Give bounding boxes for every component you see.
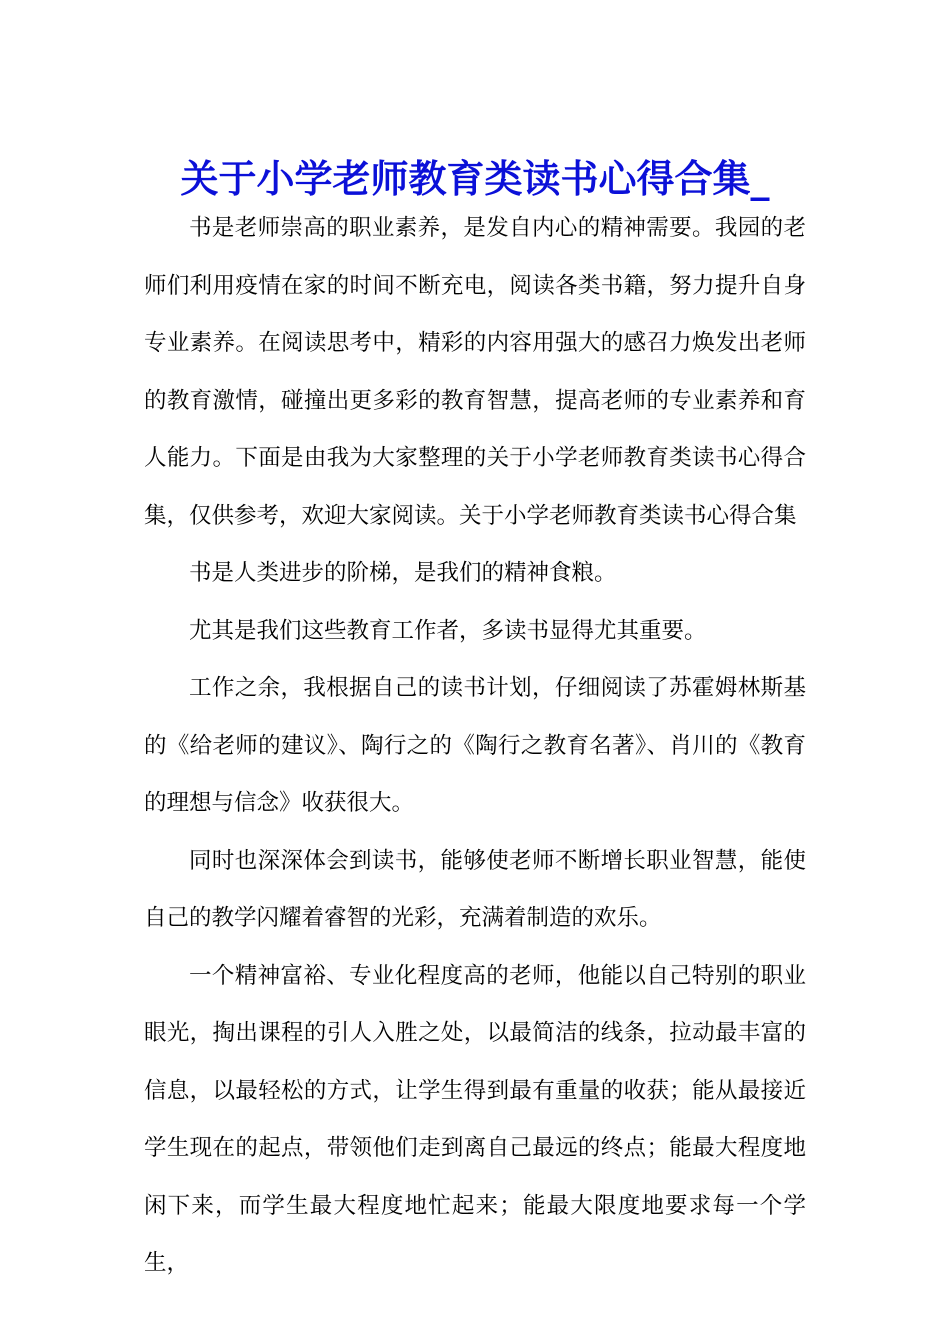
paragraph-wisdom: 同时也深深体会到读书，能够使老师不断增长职业智慧，能使自己的教学闪耀着睿智的光彩，充满着制造的欢乐。 [144, 847, 806, 931]
paragraph-professional-teacher: 一个精神富裕、专业化程度高的老师，他能以自己特别的职业眼光，掏出课程的引人入胜之处，以最简洁的线条，拉动最丰富的信息，以最轻松的方式，让学生得到最有重量的收获；能从最接近学生现在的起点，带领他们走到离自己最远的终点；能最大程度地闲下来，而学生最大程度地忙起来；能最大限度地要求每一个学生， [144, 962, 806, 1276]
document-title: 关于小学老师教育类读书心得合集_ [180, 156, 770, 202]
paragraph-educators: 尤其是我们这些教育工作者，多读书显得尤其重要。 [189, 617, 707, 644]
paragraph-intro: 书是老师崇高的职业素养，是发自内心的精神需要。我园的老师们利用疫情在家的时间不断充电，阅读各类书籍，努力提升自身专业素养。在阅读思考中，精彩的内容用强大的感召力焕发出老师的教育激情，碰撞出更多彩的教育智慧，提高老师的专业素养和育人能力。下面是由我为大家整理的关于小学老师教育类读书心得合集，仅供参考，欢迎大家阅读。关于小学老师教育类读书心得合集 [144, 215, 806, 529]
document-body [144, 200, 806, 1293]
paragraph-reading-plan: 工作之余，我根据自己的读书计划，仔细阅读了苏霍姆林斯基的《给老师的建议》、陶行之的《陶行之教育名著》、肖川的《教育的理想与信念》收获很大。 [144, 675, 806, 816]
paragraph-book-ladder: 书是人类进步的阶梯，是我们的精神食粮。 [189, 560, 617, 586]
